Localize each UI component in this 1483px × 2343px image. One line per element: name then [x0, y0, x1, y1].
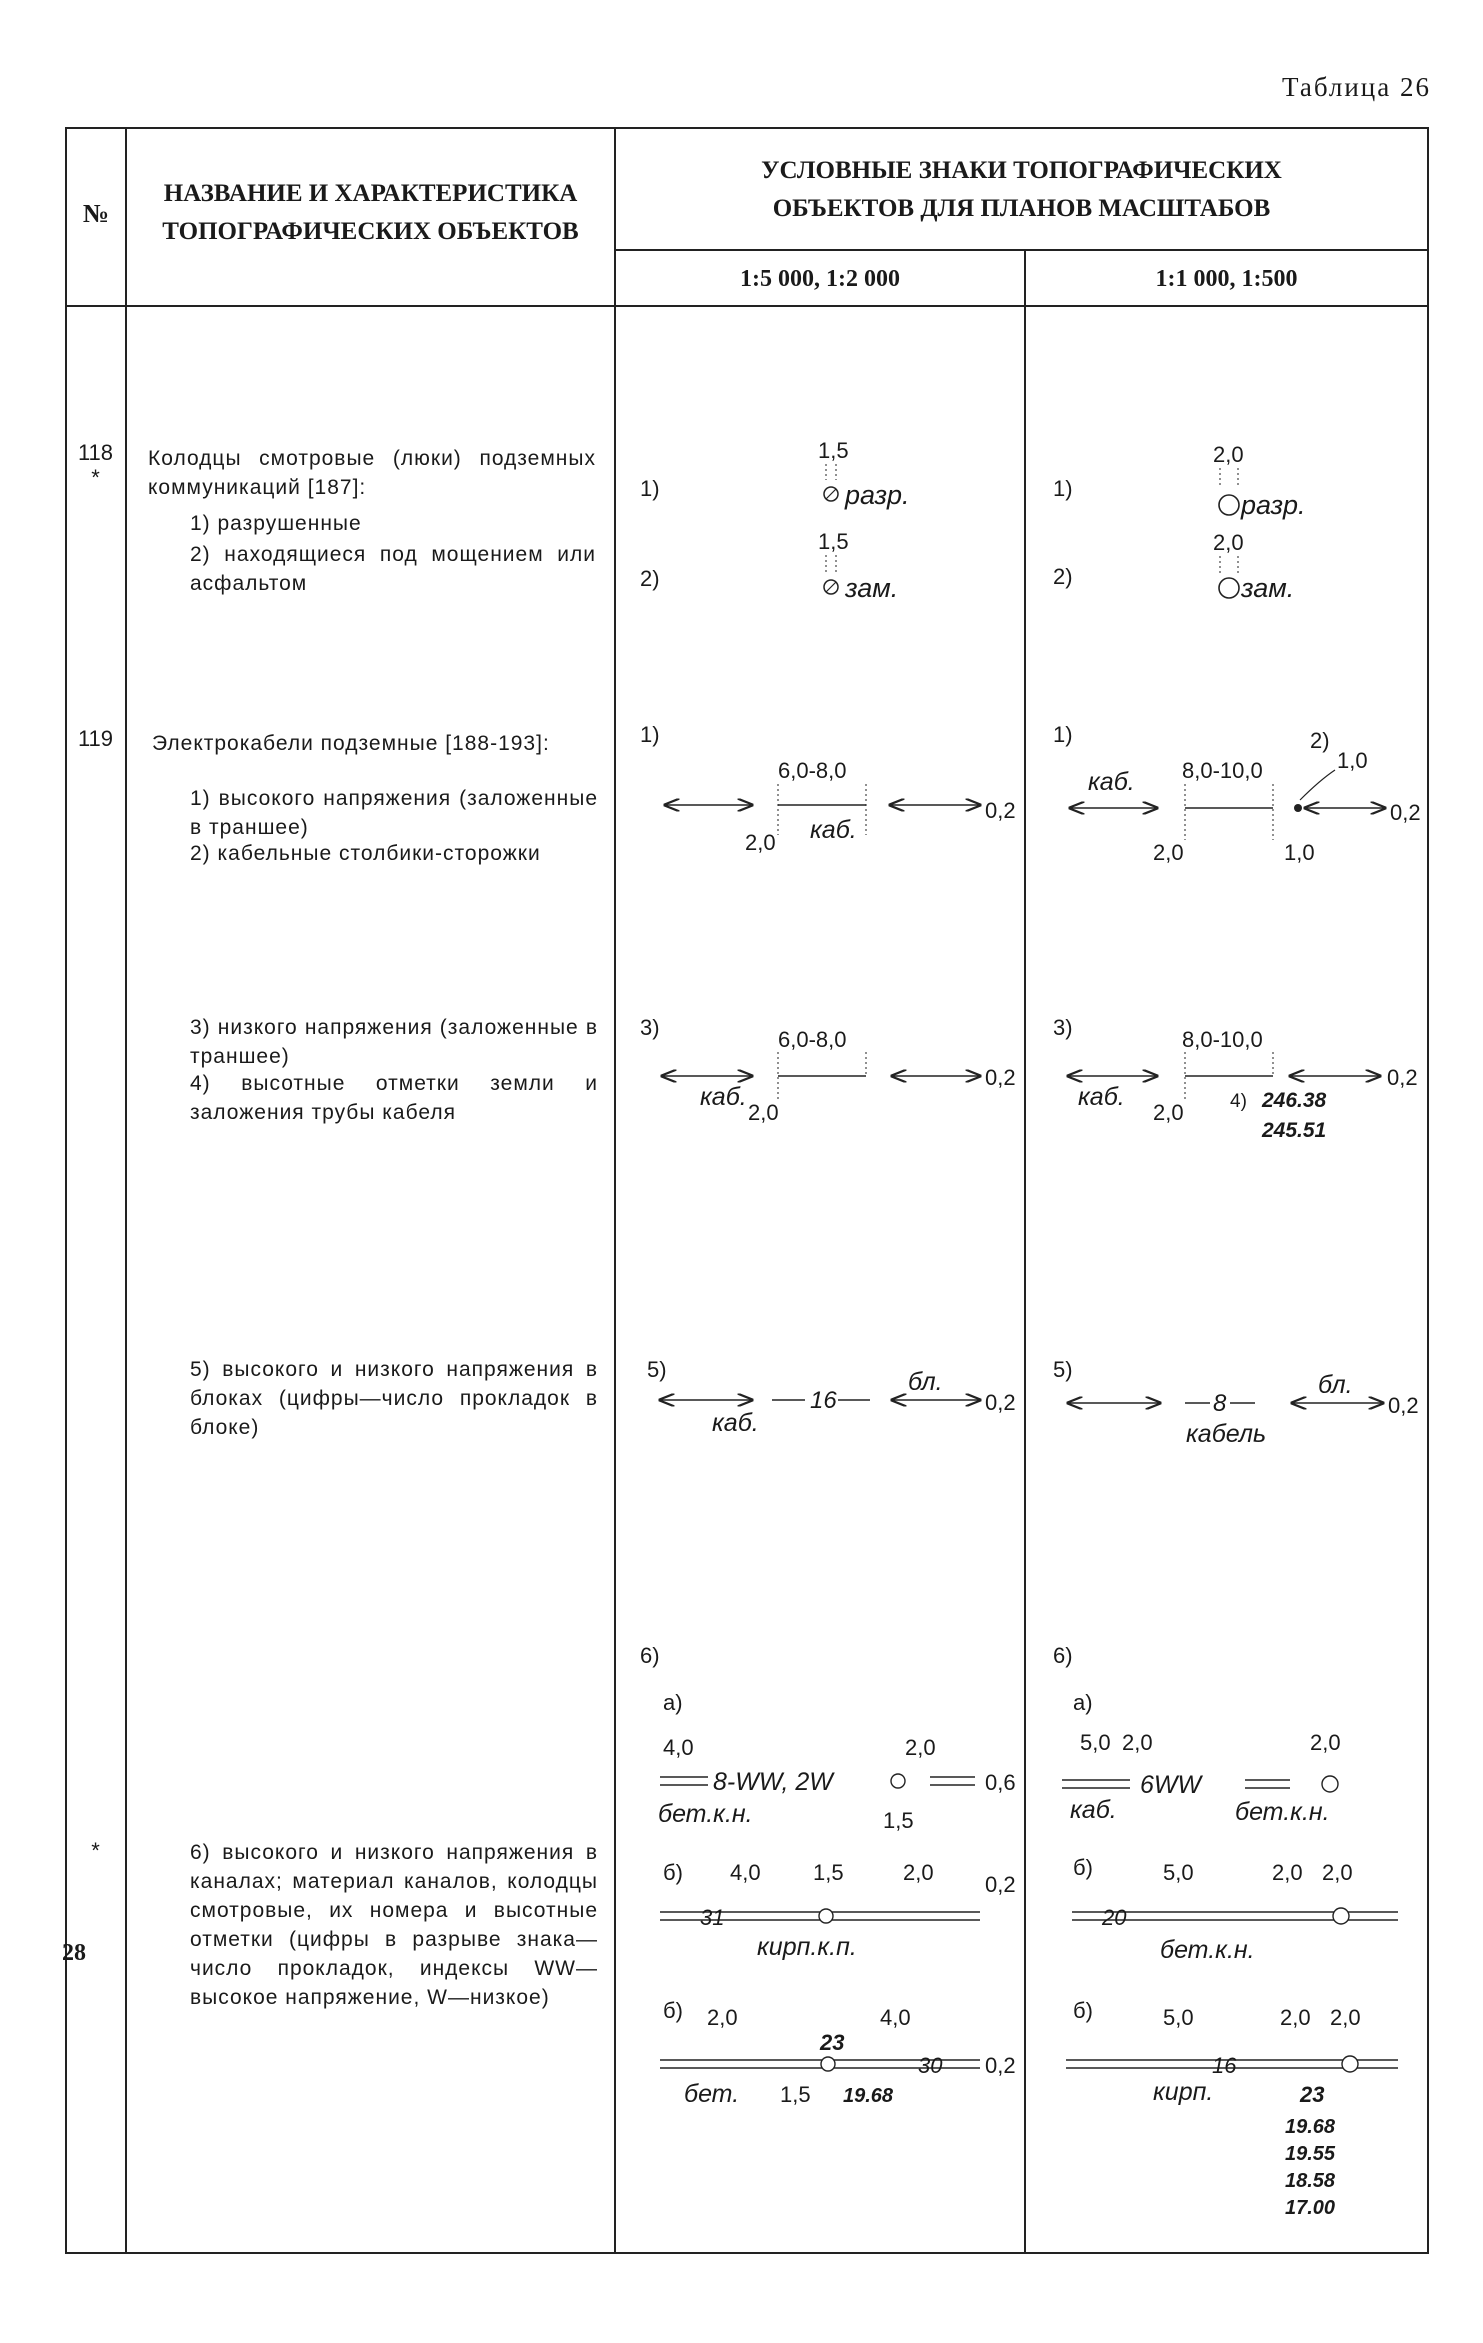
r118-b1-text: разр. — [1241, 490, 1306, 520]
r119-5-a-num: 16 — [810, 1387, 837, 1414]
r119-5-a-text: каб. — [712, 1409, 759, 1437]
row-118-item-2: 2) находящиеся под мощением или асфальтом — [190, 543, 596, 595]
row-mark-119-6: * — [91, 1838, 100, 1863]
r119-6-b-c-manhole-icon — [1342, 2056, 1358, 2072]
r119-1-a-text: каб. — [810, 816, 857, 844]
r119-6-b-b-manhole-icon — [1333, 1908, 1349, 1924]
r119-6-b-c-d2: 2,0 — [1280, 2005, 1311, 2030]
r118-a2-dim: 1,5 — [818, 529, 849, 554]
r119-1-a-dim-bot: 2,0 — [745, 830, 776, 855]
r119-6-b-a-manhole-icon — [1322, 1776, 1338, 1792]
cable-post-icon — [1294, 804, 1302, 812]
r119-6-a-c-width: 0,2 — [985, 2053, 1016, 2078]
r119-6-a-sub-a: а) — [663, 1690, 683, 1715]
r119-3-b-elev-1: 246.38 — [1262, 1089, 1327, 1112]
header-scale-a: 1:5 000, 1:2 000 — [740, 266, 900, 292]
header-scale-b: 1:1 000, 1:500 — [1155, 266, 1298, 292]
r119-6-b-a-d3: 2,0 — [1310, 1730, 1341, 1755]
header-name-line2: ТОПОГРАФИЧЕСКИХ ОБЪЕКТОВ — [162, 218, 579, 245]
row-119-item-4: 4) высотные отметки земли и заложения трубы кабеля — [190, 1072, 598, 1124]
r119-6-b-sub-c: б) — [1073, 1998, 1093, 2023]
r118-b2-dim: 2,0 — [1213, 530, 1244, 555]
r119-3-b-number: 3) — [1053, 1015, 1073, 1040]
r119-1-b-number: 1) — [1053, 722, 1073, 747]
header-number: № — [82, 199, 110, 228]
r119-1-a-width: 0,2 — [985, 798, 1016, 823]
r119-1-b-dim-bot: 2,0 — [1153, 840, 1184, 865]
r118-a1-dim: 1,5 — [818, 438, 849, 463]
r118-a1-number: 1) — [640, 476, 660, 501]
r119-6-b-c-elev-1: 19.68 — [1285, 2116, 1336, 2138]
r118-b1-dim: 2,0 — [1213, 442, 1244, 467]
header-signs-line1: УСЛОВНЫЕ ЗНАКИ ТОПОГРАФИЧЕСКИХ — [761, 157, 1282, 184]
r119-6-a-a-d2: 2,0 — [905, 1735, 936, 1760]
r119-6-b-a-code: 6WW — [1140, 1771, 1202, 1799]
r118-b1-number: 1) — [1053, 476, 1073, 501]
r119-5-b-width: 0,2 — [1388, 1393, 1419, 1418]
r119-5-b-text: кабель — [1186, 1420, 1267, 1448]
r119-6-b-c-elev-4: 17.00 — [1285, 2197, 1336, 2219]
row-119-item-3: 3) низкого напряжения (заложенные в траншее) — [190, 1016, 598, 1068]
r119-6-b-a-d1: 5,0 — [1080, 1730, 1111, 1755]
r119-6-b-number: 6) — [1053, 1643, 1073, 1668]
r119-6-b-sub-b: б) — [1073, 1855, 1093, 1880]
r119-6-a-a-code: 8-WW, 2W — [713, 1768, 833, 1796]
r119-6-a-a-d3: 1,5 — [883, 1808, 914, 1833]
r119-3-b-text: каб. — [1078, 1083, 1125, 1111]
r119-3-b-dim-top: 8,0-10,0 — [1182, 1027, 1263, 1052]
r119-6-b-c-text: кирп. — [1153, 2078, 1214, 2106]
r119-6-a-c-num-1: 23 — [820, 2030, 845, 2055]
r119-6-a-sub-b: б) — [663, 1860, 683, 1885]
r119-6-a-a-d1: 4,0 — [663, 1735, 694, 1760]
header-name-line1: НАЗВАНИЕ И ХАРАКТЕРИСТИКА — [163, 180, 578, 207]
r119-5-a-width: 0,2 — [985, 1390, 1016, 1415]
r119-6-b-c-num: 16 — [1212, 2053, 1237, 2078]
manhole-large-destroyed-icon — [1219, 495, 1239, 515]
r118-a2-text: зам. — [845, 573, 899, 603]
r119-6-a-a-manhole-icon — [891, 1774, 905, 1788]
row-119-item-6: 6) высокого и низкого напряжения в каналах; материал каналов, колодцы смотровые, их номера и высотные отметки (цифры в разрыве знака—число прокладок, индексы WW—высокое напряжение, W—низкое) — [190, 1841, 598, 2009]
r118-b2-text: зам. — [1241, 573, 1295, 603]
r119-6-b-sub-a: а) — [1073, 1690, 1093, 1715]
r119-6-a-b-manhole-icon — [819, 1909, 833, 1923]
r119-6-a-c-d1: 2,0 — [707, 2005, 738, 2030]
r119-1-b-post-top: 1,0 — [1337, 748, 1368, 773]
r119-6-b-a-text-1: каб. — [1070, 1796, 1117, 1824]
r119-3-a-text: каб. — [700, 1083, 747, 1111]
table-caption: Таблица 26 — [1282, 72, 1431, 102]
row-number-118: 118 — [77, 440, 114, 465]
r119-6-a-b-width: 0,2 — [985, 1872, 1016, 1897]
r119-6-a-b-text: кирп.к.п. — [757, 1933, 857, 1961]
r119-6-a-c-d3: 1,5 — [780, 2082, 811, 2107]
r119-5-a-number: 5) — [647, 1357, 667, 1382]
r119-5-b-bl: бл. — [1318, 1371, 1353, 1399]
r119-6-a-b-d3: 2,0 — [903, 1860, 934, 1885]
r119-3-b-width: 0,2 — [1387, 1065, 1418, 1090]
r119-6-b-b-num: 20 — [1102, 1905, 1127, 1930]
r119-3-a-dim-top: 6,0-8,0 — [778, 1027, 847, 1052]
r119-1-b-dim-top: 8,0-10,0 — [1182, 758, 1263, 783]
r119-6-b-c-d3: 2,0 — [1330, 2005, 1361, 2030]
r119-5-b-number: 5) — [1053, 1357, 1073, 1382]
r119-6-b-b-d1: 5,0 — [1163, 1860, 1194, 1885]
r119-6-b-b-d3: 2,0 — [1322, 1860, 1353, 1885]
r119-6-b-c-elev-3: 18.58 — [1285, 2170, 1336, 2192]
r119-6-b-a-text-2: бет.к.н. — [1235, 1798, 1330, 1826]
r119-6-a-sub-c: б) — [663, 1998, 683, 2023]
r118-a1-text: разр. — [845, 480, 910, 510]
r119-5-b-num: 8 — [1213, 1390, 1227, 1417]
r119-6-b-b-text: бет.к.н. — [1160, 1936, 1255, 1964]
r119-6-a-c-text: бет. — [684, 2080, 740, 2108]
row-119-item-5: 5) высокого и низкого напряжения в блоках (цифры—число прокладок в блоке) — [190, 1358, 598, 1439]
r119-6-b-c-elev-2: 19.55 — [1285, 2143, 1336, 2165]
row-118-title: Колодцы смотровые (люки) подземных коммуникаций [187]: — [148, 447, 596, 499]
r119-6-a-c-num-2: 30 — [918, 2053, 943, 2078]
r119-6-b-c-d1: 5,0 — [1163, 2005, 1194, 2030]
r119-3-b-number-4: 4) — [1230, 1091, 1247, 1112]
r119-1-b-text: каб. — [1088, 768, 1135, 796]
r119-1-b-post-bot: 1,0 — [1284, 840, 1315, 865]
r118-b2-number: 2) — [1053, 564, 1073, 589]
row-119-title: Электрокабели подземные [188-193]: — [152, 732, 550, 755]
r119-6-a-a-text: бет.к.н. — [658, 1800, 753, 1828]
r119-3-a-dim-bot: 2,0 — [748, 1100, 779, 1125]
row-mark-118: * — [91, 465, 100, 490]
r119-3-b-dim-bot: 2,0 — [1153, 1100, 1184, 1125]
r119-1-b-number-2: 2) — [1310, 728, 1330, 753]
manhole-large-covered-icon — [1219, 578, 1239, 598]
manhole-destroyed-icon — [824, 487, 838, 501]
row-118-item-1: 1) разрушенные — [190, 512, 362, 535]
r119-6-a-b-num: 31 — [700, 1905, 725, 1930]
r119-6-a-c-elev: 19.68 — [843, 2085, 894, 2107]
r119-3-b-elev-2: 245.51 — [1262, 1119, 1327, 1142]
header-signs-line2: ОБЪЕКТОВ ДЛЯ ПЛАНОВ МАСШТАБОВ — [772, 195, 1271, 222]
manhole-covered-icon — [824, 580, 838, 594]
r119-5-a-bl: бл. — [908, 1368, 943, 1396]
r119-6-b-a-d2: 2,0 — [1122, 1730, 1153, 1755]
r119-6-a-a-width: 0,6 — [985, 1770, 1016, 1795]
r119-6-a-b-d1: 4,0 — [730, 1860, 761, 1885]
r119-6-a-number: 6) — [640, 1643, 660, 1668]
r118-a2-number: 2) — [640, 566, 660, 591]
r119-6-a-b-d2: 1,5 — [813, 1860, 844, 1885]
r119-1-b-width: 0,2 — [1390, 800, 1421, 825]
r119-3-a-number: 3) — [640, 1015, 660, 1040]
r119-6-a-c-manhole-icon — [821, 2057, 835, 2071]
r119-1-a-number: 1) — [640, 722, 660, 747]
row-119-item-1: 1) высокого напряжения (заложенные в траншее) — [190, 787, 598, 839]
r119-3-a-width: 0,2 — [985, 1065, 1016, 1090]
row-number-119: 119 — [77, 726, 114, 751]
r119-6-b-c-num-2: 23 — [1300, 2082, 1325, 2107]
r119-6-a-c-d2: 4,0 — [880, 2005, 911, 2030]
page-number: 28 — [62, 1940, 86, 1966]
r119-6-b-b-d2: 2,0 — [1272, 1860, 1303, 1885]
row-119-item-2: 2) кабельные столбики-сторожки — [190, 842, 541, 865]
r119-1-a-dim-top: 6,0-8,0 — [778, 758, 847, 783]
